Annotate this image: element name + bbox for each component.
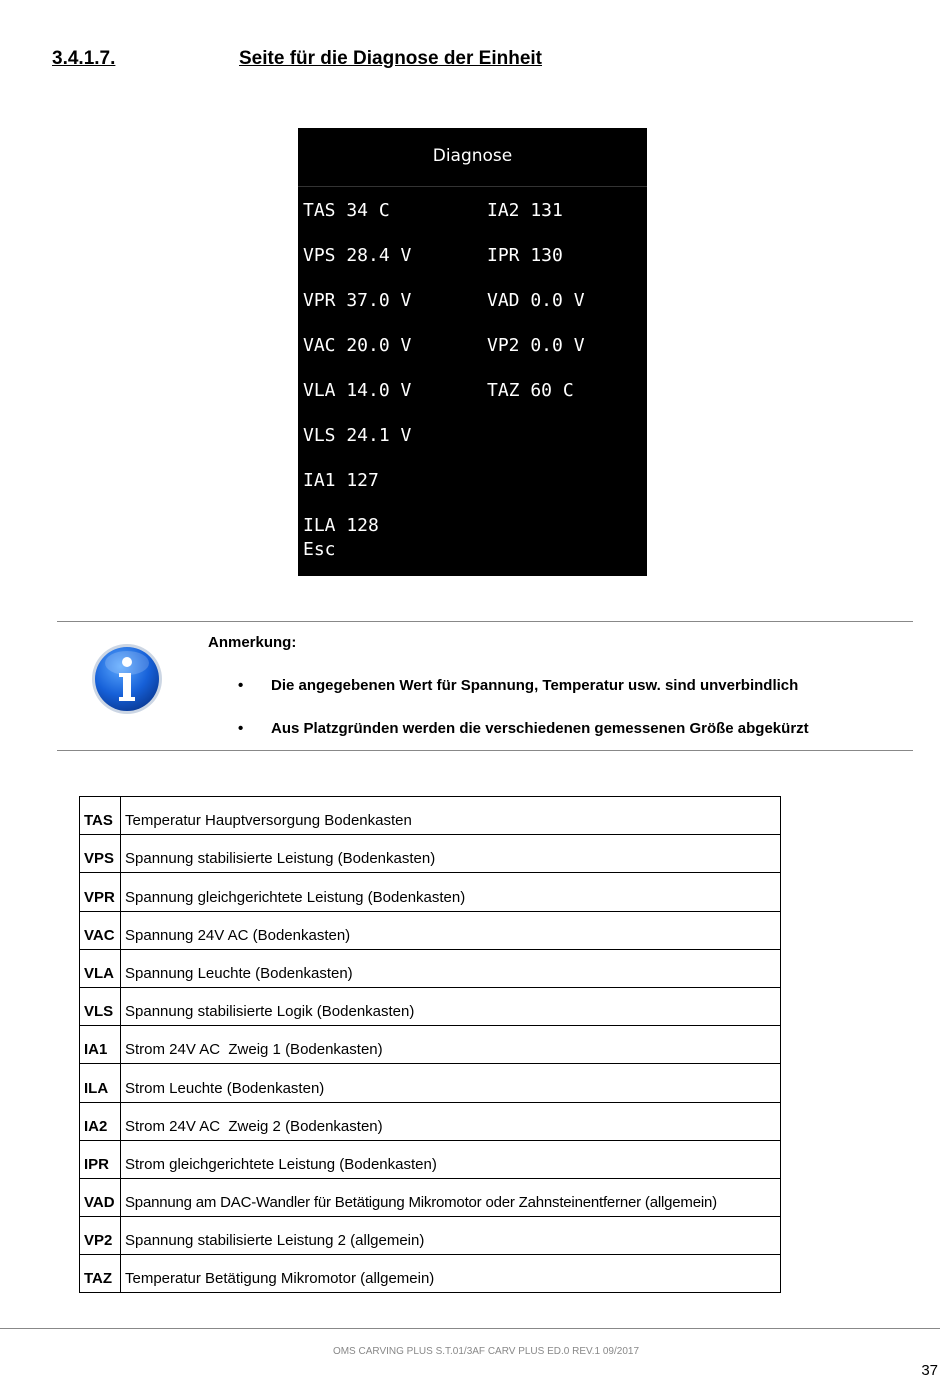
page-number: 37 [921,1362,938,1379]
screen-value-vls: VLS 24.1 V [303,425,412,446]
table-row [80,797,781,835]
footer-text: OMS CARVING PLUS S.T.01/3AF CARV PLUS ED.0 REV.1 09/2017 [332,1346,640,1357]
screen-title: Diagnose [432,146,513,166]
screen-value-vps: VPS 28.4 V [303,245,412,266]
table-row [80,835,781,873]
abbr-desc: Spannung 24V AC (Bodenkasten) [121,911,781,949]
table-row [80,873,781,911]
table-row [80,1064,781,1102]
note-top-rule [57,621,913,622]
abbr-code: IA2 [80,1102,121,1140]
abbr-desc: Temperatur Hauptversorgung Bodenkasten [121,797,781,835]
abbreviation-table [79,796,781,1293]
info-icon [91,643,163,715]
screen-esc-button[interactable]: Esc [303,539,336,560]
abbr-code: VAD [80,1178,121,1216]
bullet: • [238,720,244,737]
table-row [80,1217,781,1255]
bullet: • [238,677,244,694]
screen-value-ila: ILA 128 [303,515,379,536]
abbr-code: VPS [80,835,121,873]
table-row [80,1140,781,1178]
diagnose-screen [298,128,647,576]
abbr-code: TAZ [80,1255,121,1293]
abbr-desc: Spannung stabilisierte Leistung 2 (allgemein) [121,1217,781,1255]
abbr-desc: Strom 24V AC Zweig 2 (Bodenkasten) [121,1102,781,1140]
screen-value-ia2: IA2 131 [487,200,563,221]
note-bottom-rule [57,750,913,751]
table-row [80,911,781,949]
table-row [80,1178,781,1216]
screen-value-vad: VAD 0.0 V [487,290,585,311]
abbr-code: VAC [80,911,121,949]
note-item-text: Aus Platzgründen werden die verschiedenen gemessenen Größe abgekürzt [271,720,809,737]
table-row [80,1102,781,1140]
screen-value-tas: TAS 34 C [303,200,390,221]
section-number: 3.4.1.7. [52,48,116,69]
screen-value-taz: TAZ 60 C [487,380,574,401]
note-title: Anmerkung: [208,634,297,651]
screen-value-vp2: VP2 0.0 V [487,335,585,356]
abbr-desc: Spannung stabilisierte Logik (Bodenkasten) [121,987,781,1025]
abbr-desc: Temperatur Betätigung Mikromotor (allgemein) [121,1255,781,1293]
abbr-code: IA1 [80,1026,121,1064]
abbr-desc: Strom 24V AC Zweig 1 (Bodenkasten) [121,1026,781,1064]
screen-value-vac: VAC 20.0 V [303,335,412,356]
abbr-code: IPR [80,1140,121,1178]
screen-value-vla: VLA 14.0 V [303,380,412,401]
table-row [80,949,781,987]
abbr-code: VLS [80,987,121,1025]
abbr-desc: Strom Leuchte (Bodenkasten) [121,1064,781,1102]
abbr-code: VPR [80,873,121,911]
table-row [80,1026,781,1064]
abbr-desc: Spannung gleichgerichtete Leistung (Bodenkasten) [121,873,781,911]
screen-value-ipr: IPR 130 [487,245,563,266]
abbr-desc: Strom gleichgerichtete Leistung (Bodenkasten) [121,1140,781,1178]
screen-value-vpr: VPR 37.0 V [303,290,412,311]
table-row [80,987,781,1025]
screen-value-ia1: IA1 127 [303,470,379,491]
abbr-code: VLA [80,949,121,987]
note-item-text: Die angegebenen Wert für Spannung, Temperatur usw. sind unverbindlich [271,677,799,694]
abbr-desc: Spannung Leuchte (Bodenkasten) [121,949,781,987]
footer-rule [0,1328,940,1329]
abbr-code: TAS [80,797,121,835]
note-item [238,720,809,737]
table-row [80,1255,781,1293]
screen-divider [298,186,647,187]
abbr-desc: Spannung am DAC-Wandler für Betätigung Mikromotor oder Zahnsteinentferner (allgemein) [121,1178,781,1216]
abbr-code: ILA [80,1064,121,1102]
abbr-desc: Spannung stabilisierte Leistung (Bodenkasten) [121,835,781,873]
abbr-code: VP2 [80,1217,121,1255]
section-title: Seite für die Diagnose der Einheit [239,48,543,69]
note-item [238,677,798,694]
